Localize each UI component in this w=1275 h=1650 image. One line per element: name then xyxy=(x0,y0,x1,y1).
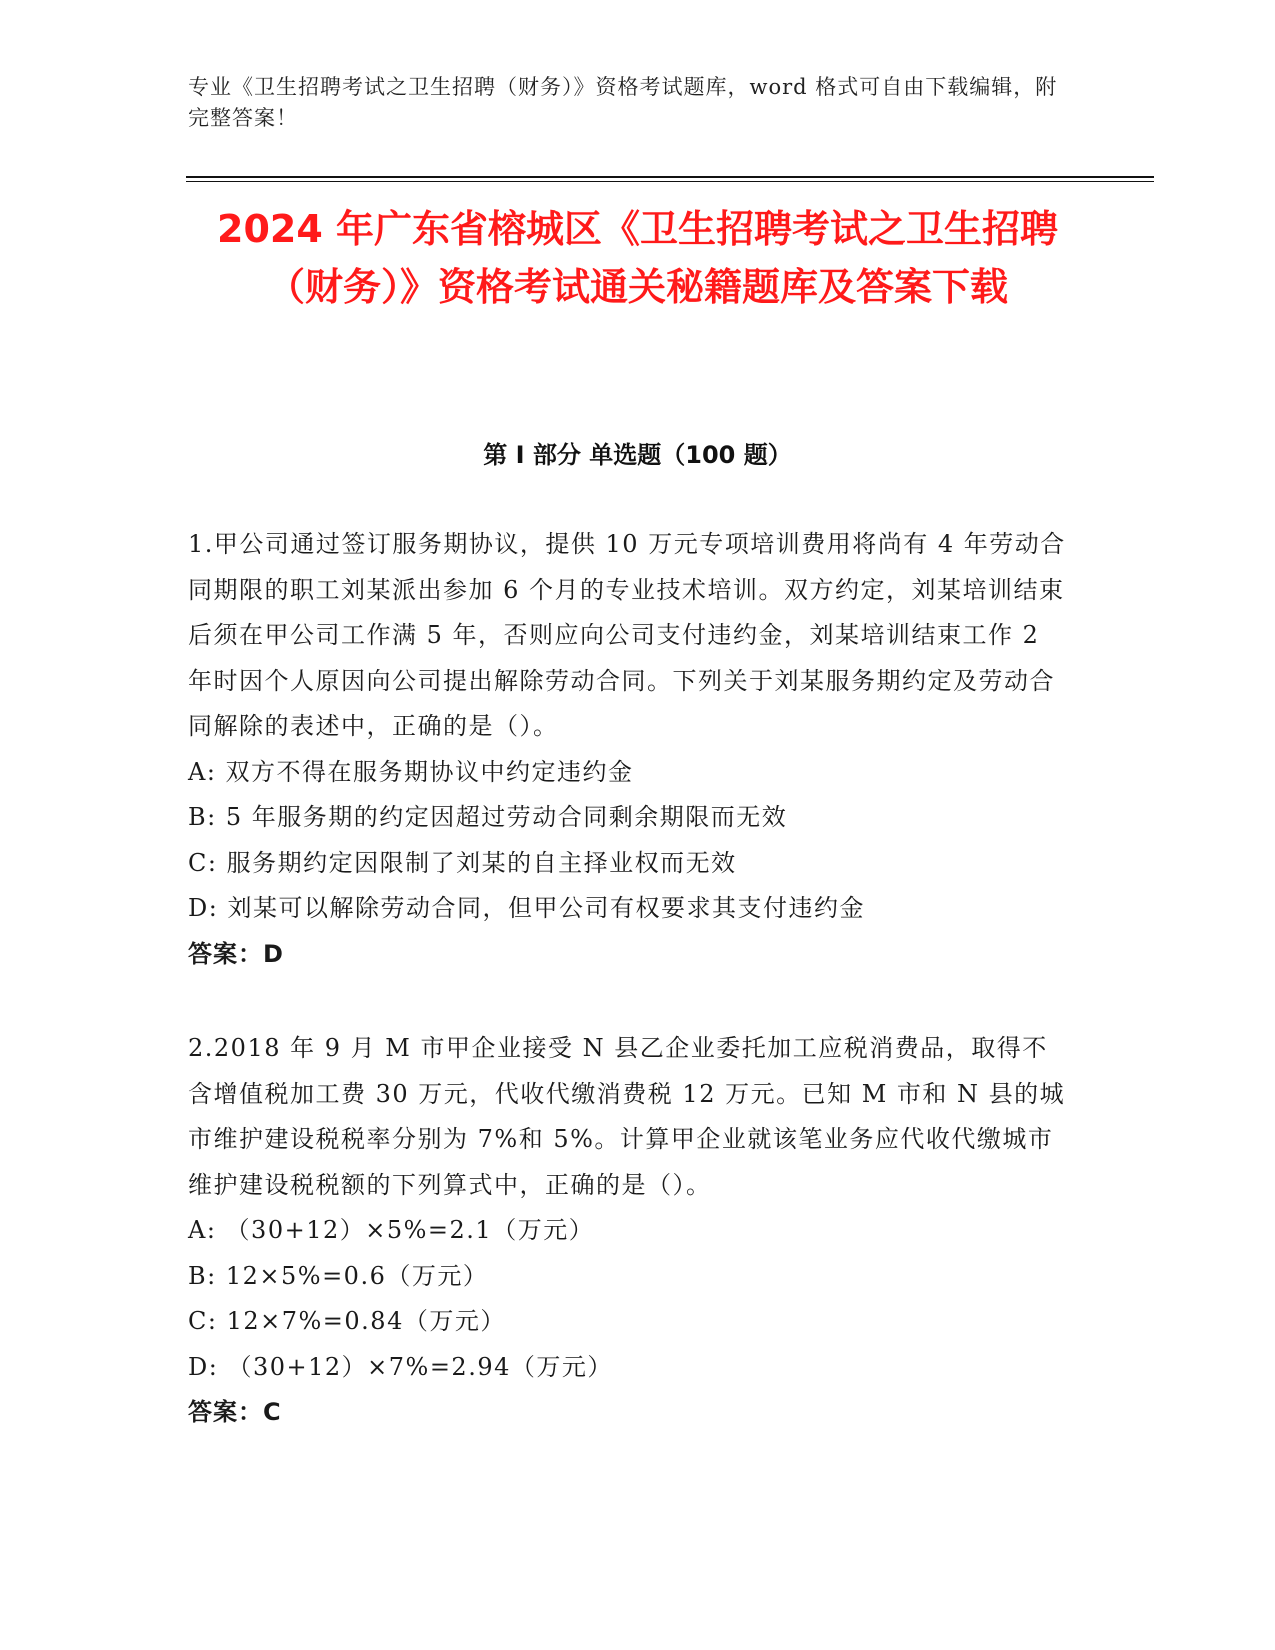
option-c: C: 12×7%=0.84（万元） xyxy=(188,1307,506,1335)
document-title: 2024 年广东省榕城区《卫生招聘考试之卫生招聘（财务）》资格考试通关秘籍题库及答案下载 xyxy=(217,207,1058,309)
question-2 xyxy=(188,1026,1068,1436)
header-rule-thin xyxy=(186,181,1154,182)
header-rule-thick xyxy=(186,176,1154,178)
question-stem: 2.2018 年 9 月 M 市甲企业接受 N 县乙企业委托加工应税消费品，取得不含增值税加工费 30 万元，代收代缴消费税 12 万元。已知 M 市和 N 县的城市维护建设税税率分别为 7%和 5%。计算甲企业就该笔业务应代收代缴城市维护建设税税额的下列算式中，正确的是（）。 xyxy=(188,1034,1066,1199)
option-c: C: 服务期约定因限制了刘某的自主择业权而无效 xyxy=(188,848,737,877)
header-note: 专业《卫生招聘考试之卫生招聘（财务）》资格考试题库，word 格式可自由下载编辑，附完整答案！ xyxy=(188,75,1058,130)
answer: 答案：C xyxy=(188,1398,282,1426)
option-a: A: 双方不得在服务期协议中约定违约金 xyxy=(188,757,634,786)
section-heading: 第 I 部分 单选题（100 题） xyxy=(483,441,792,469)
answer: 答案：D xyxy=(188,939,284,968)
option-d: D: 刘某可以解除劳动合同，但甲公司有权要求其支付违约金 xyxy=(188,894,865,922)
option-a: A: （30+12）×5%=2.1（万元） xyxy=(188,1216,595,1244)
option-b: B: 5 年服务期的约定因超过劳动合同剩余期限而无效 xyxy=(188,803,788,831)
question-1 xyxy=(188,522,1068,977)
question-stem: 1.甲公司通过签订服务期协议，提供 10 万元专项培训费用将尚有 4 年劳动合同期限的职工刘某派出参加 6 个月的专业技术培训。双方约定，刘某培训结束后须在甲公司工作满 5 年，否则应向公司支付违约金，刘某培训结束工作 2 年时因个人原因向公司提出解除劳动合同。下列关于刘某服务期约定及劳动合同解除的表述中，正确的是（）。 xyxy=(188,530,1066,740)
option-b: B: 12×5%=0.6（万元） xyxy=(188,1261,489,1290)
option-d: D: （30+12）×7%=2.94（万元） xyxy=(188,1352,613,1381)
